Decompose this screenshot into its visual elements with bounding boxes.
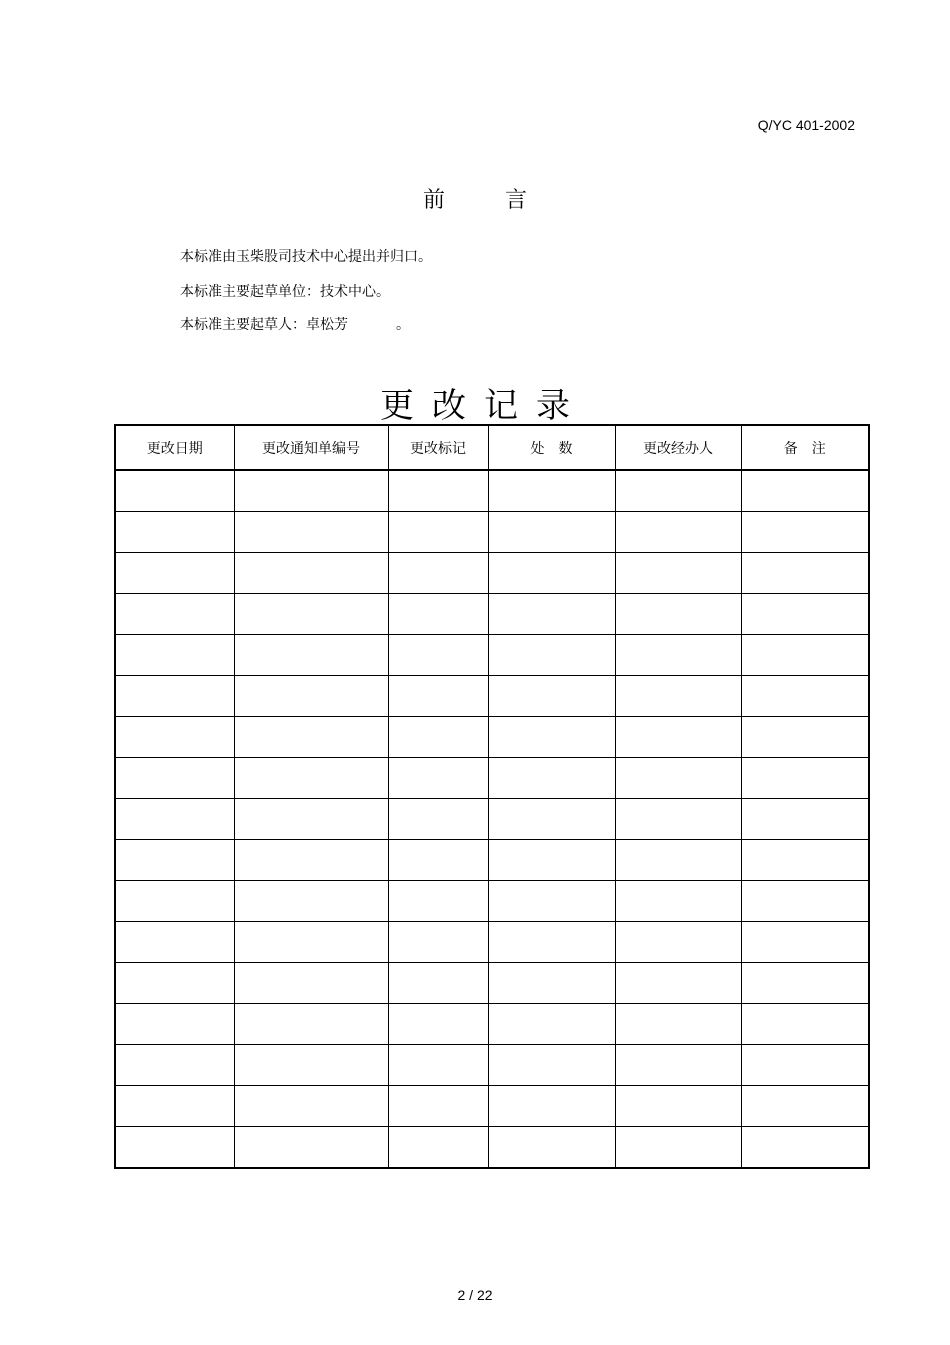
- table-cell: [388, 758, 488, 799]
- table-cell: [488, 881, 615, 922]
- table-cell: [615, 553, 741, 594]
- table-row: [115, 963, 869, 1004]
- table-cell: [741, 922, 869, 963]
- table-cell: [388, 1127, 488, 1169]
- table-cell: [741, 676, 869, 717]
- table-row: [115, 676, 869, 717]
- table-cell: [234, 676, 388, 717]
- table-cell: [488, 799, 615, 840]
- table-row: [115, 512, 869, 553]
- table-cell: [741, 594, 869, 635]
- table-cell: [488, 1004, 615, 1045]
- table-cell: [115, 922, 234, 963]
- table-cell: [234, 470, 388, 512]
- table-cell: [234, 635, 388, 676]
- foreword-paragraph: 本标准主要起草单位：技术中心。: [180, 284, 390, 300]
- table-cell: [234, 1004, 388, 1045]
- table-cell: [115, 840, 234, 881]
- column-header-handler: 更改经办人: [615, 425, 741, 470]
- table-cell: [388, 553, 488, 594]
- table-cell: [741, 635, 869, 676]
- table-cell: [741, 1004, 869, 1045]
- table-cell: [388, 1086, 488, 1127]
- change-record-table: [114, 424, 870, 1169]
- table-cell: [615, 1086, 741, 1127]
- table-cell: [388, 1045, 488, 1086]
- column-header-remarks: 备 注: [741, 425, 869, 470]
- table-cell: [234, 1045, 388, 1086]
- table-cell: [115, 553, 234, 594]
- table-cell: [234, 553, 388, 594]
- table-row: [115, 840, 869, 881]
- table-cell: [488, 1086, 615, 1127]
- table-cell: [615, 840, 741, 881]
- table-row: [115, 470, 869, 512]
- table-cell: [741, 799, 869, 840]
- table-cell: [115, 1086, 234, 1127]
- table-cell: [115, 1004, 234, 1045]
- table-row: [115, 1127, 869, 1169]
- table-cell: [741, 758, 869, 799]
- table-row: [115, 635, 869, 676]
- table-cell: [615, 963, 741, 1004]
- table-cell: [741, 1086, 869, 1127]
- table-cell: [615, 1004, 741, 1045]
- table-cell: [741, 717, 869, 758]
- table-cell: [615, 922, 741, 963]
- table-cell: [615, 594, 741, 635]
- table-cell: [615, 799, 741, 840]
- table-cell: [115, 676, 234, 717]
- document-code: Q/YC 401-2002: [757, 117, 855, 133]
- table-cell: [115, 758, 234, 799]
- table-cell: [234, 799, 388, 840]
- change-record-title: 更改记录: [380, 386, 588, 426]
- table-row: [115, 553, 869, 594]
- table-cell: [234, 922, 388, 963]
- table-cell: [234, 512, 388, 553]
- table-row: [115, 922, 869, 963]
- table-cell: [488, 840, 615, 881]
- column-header-count: 处 数: [488, 425, 615, 470]
- table-cell: [115, 594, 234, 635]
- drafter-end-mark: 。: [396, 317, 410, 333]
- table-cell: [488, 635, 615, 676]
- table-cell: [615, 881, 741, 922]
- table-cell: [488, 512, 615, 553]
- table-cell: [488, 470, 615, 512]
- table-cell: [741, 1045, 869, 1086]
- table-cell: [115, 881, 234, 922]
- column-header-change-date: 更改日期: [115, 425, 234, 470]
- table-row: [115, 799, 869, 840]
- table-cell: [615, 717, 741, 758]
- table-cell: [388, 676, 488, 717]
- table-cell: [488, 553, 615, 594]
- table-cell: [488, 963, 615, 1004]
- column-header-notice-number: 更改通知单编号: [234, 425, 388, 470]
- table-cell: [741, 470, 869, 512]
- table-cell: [115, 470, 234, 512]
- table-cell: [488, 717, 615, 758]
- table-cell: [741, 512, 869, 553]
- table-row: [115, 881, 869, 922]
- table-row: [115, 1045, 869, 1086]
- table-cell: [115, 1127, 234, 1169]
- table-cell: [388, 1004, 488, 1045]
- table-cell: [115, 717, 234, 758]
- table-cell: [488, 758, 615, 799]
- table-header-row: [115, 425, 869, 470]
- table-cell: [234, 1086, 388, 1127]
- table-cell: [615, 1045, 741, 1086]
- table-cell: [741, 553, 869, 594]
- table-cell: [388, 512, 488, 553]
- table-cell: [388, 594, 488, 635]
- table-row: [115, 1086, 869, 1127]
- table-cell: [388, 840, 488, 881]
- table-row: [115, 717, 869, 758]
- drafter-text: 本标准主要起草人：卓松芳: [180, 317, 348, 333]
- table-cell: [615, 758, 741, 799]
- foreword-paragraph: 本标准由玉柴股司技术中心提出并归口。: [180, 249, 432, 265]
- table-cell: [234, 594, 388, 635]
- table-cell: [615, 676, 741, 717]
- table-cell: [741, 881, 869, 922]
- table-cell: [388, 635, 488, 676]
- table-cell: [741, 1127, 869, 1169]
- table-cell: [388, 963, 488, 1004]
- table-cell: [615, 635, 741, 676]
- table-cell: [115, 963, 234, 1004]
- table-cell: [488, 594, 615, 635]
- table-cell: [388, 717, 488, 758]
- table-row: [115, 758, 869, 799]
- table-cell: [234, 881, 388, 922]
- table-cell: [115, 799, 234, 840]
- table-cell: [234, 840, 388, 881]
- table-cell: [388, 470, 488, 512]
- column-header-change-mark: 更改标记: [388, 425, 488, 470]
- table-cell: [388, 922, 488, 963]
- table-cell: [615, 470, 741, 512]
- table-cell: [488, 676, 615, 717]
- foreword-title: 前言: [422, 188, 587, 213]
- table-cell: [488, 1127, 615, 1169]
- table-row: [115, 1004, 869, 1045]
- table-cell: [388, 881, 488, 922]
- table-cell: [388, 799, 488, 840]
- table-cell: [115, 512, 234, 553]
- table-cell: [488, 1045, 615, 1086]
- table-cell: [234, 717, 388, 758]
- table-cell: [115, 1045, 234, 1086]
- table-cell: [234, 758, 388, 799]
- table-cell: [115, 635, 234, 676]
- foreword-drafter: [180, 314, 410, 334]
- table-cell: [741, 840, 869, 881]
- table-body: [115, 470, 869, 1168]
- table-row: [115, 594, 869, 635]
- table-cell: [234, 963, 388, 1004]
- table-cell: [234, 1127, 388, 1169]
- table-cell: [741, 963, 869, 1004]
- table-cell: [488, 922, 615, 963]
- page-number: 2 / 22: [457, 1287, 493, 1303]
- table-cell: [615, 1127, 741, 1169]
- table-cell: [615, 512, 741, 553]
